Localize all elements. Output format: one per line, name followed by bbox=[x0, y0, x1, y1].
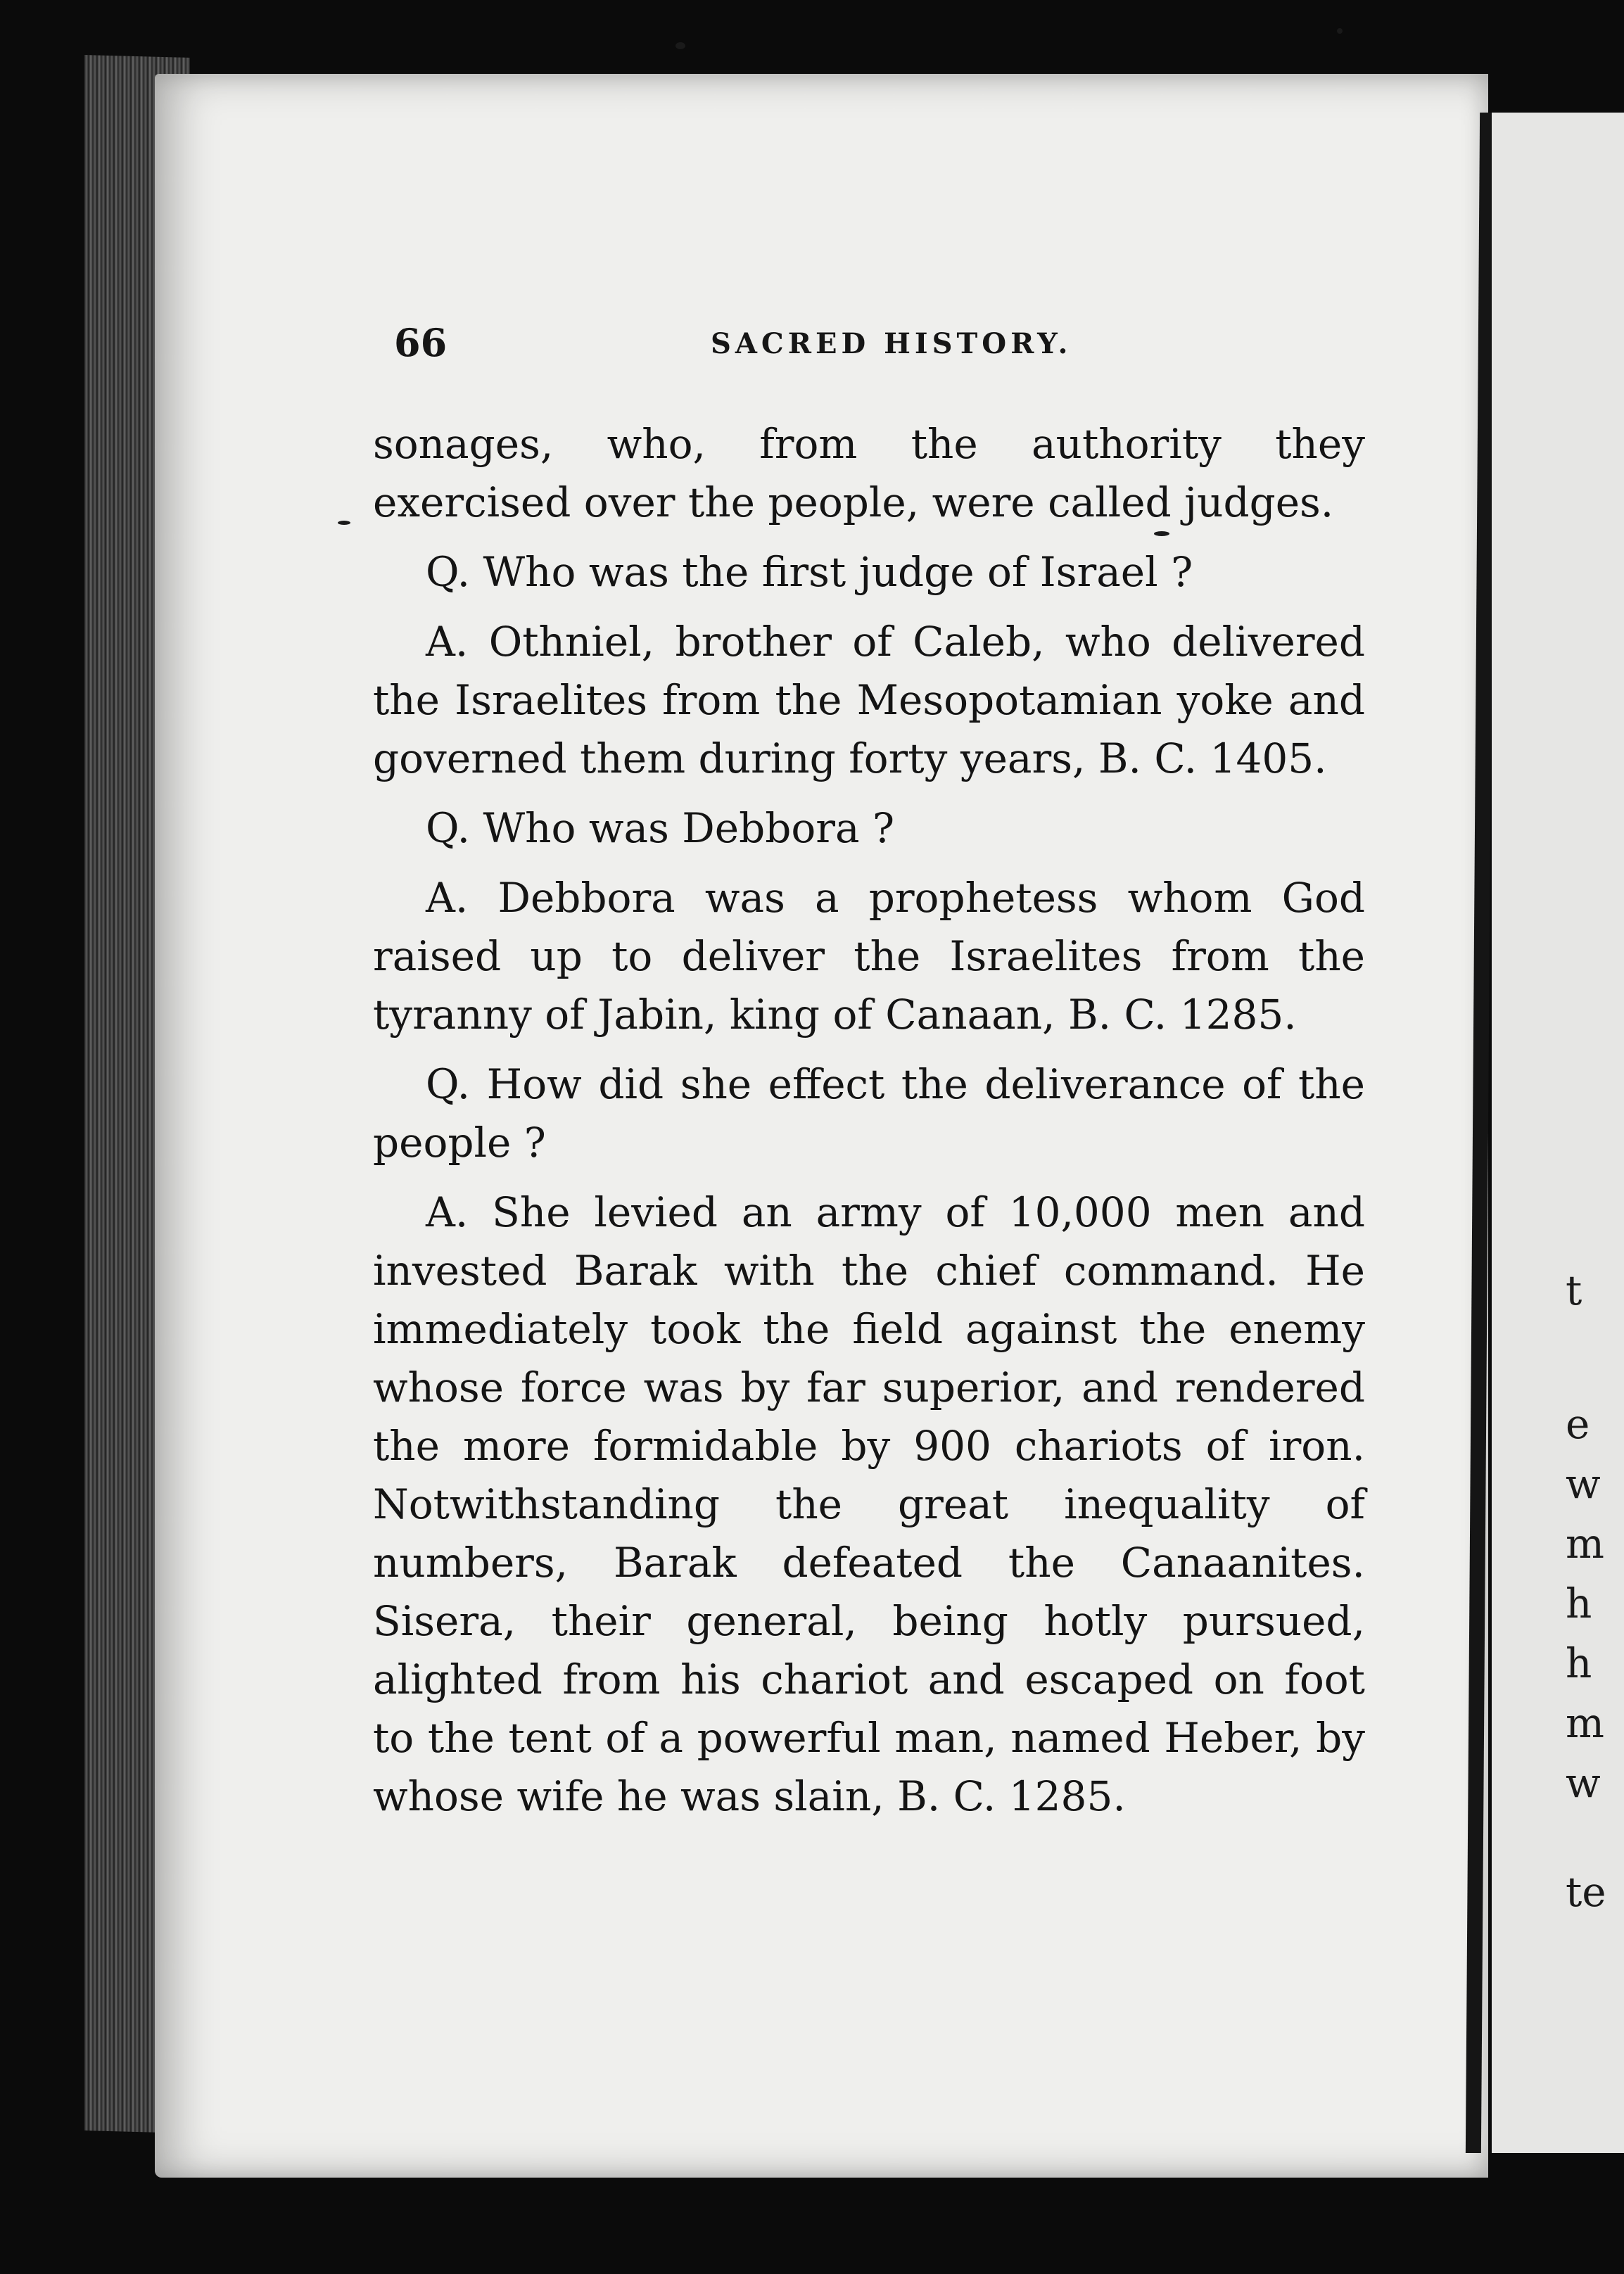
facing-letter: m bbox=[1566, 1520, 1604, 1568]
page-header bbox=[394, 320, 1449, 369]
paragraph-continuation: sonages, who, from the authority they exercised over the people, were called judges. bbox=[373, 420, 1365, 526]
facing-letter: te bbox=[1566, 1868, 1606, 1916]
page-body-text bbox=[373, 415, 1365, 1837]
scan-speck bbox=[675, 42, 685, 49]
scan-speck bbox=[1337, 28, 1343, 34]
facing-letter: w bbox=[1566, 1460, 1601, 1508]
answer-paragraph: A. Debbora was a prophetess whom God raised up to deliver the Israelites from the tyranny of Jabin, king of Canaan, B. C. 1285. bbox=[373, 874, 1365, 1038]
answer-paragraph: A. She levied an army of 10,000 men and invested Barak with the chief command. He immediately took the field against the enemy whose force was by far superior, and rendered the more formidable by 900 chariots of iron. Notwithstanding the great inequality of numbers, Barak defeated the Canaanites. Sisera, their general, being hotly pursued, alighted from his chariot and escaped on foot to the tent of a powerful man, named Heber, by whose wife he was slain, B. C. 1285. bbox=[373, 1188, 1365, 1820]
question-paragraph: Q. Who was the first judge of Israel ? bbox=[426, 548, 1193, 596]
facing-page-cropped-text bbox=[1566, 0, 1624, 2274]
facing-letter: h bbox=[1566, 1639, 1592, 1687]
scan-speck bbox=[338, 521, 350, 525]
question-paragraph: Q. Who was Debbora ? bbox=[426, 804, 895, 852]
facing-letter: t bbox=[1566, 1266, 1582, 1314]
facing-letter: h bbox=[1566, 1580, 1592, 1627]
question-paragraph: Q. How did she effect the deliverance of the people ? bbox=[373, 1060, 1365, 1167]
scan-speck bbox=[1154, 531, 1169, 536]
answer-paragraph: A. Othniel, brother of Caleb, who delivered the Israelites from the Mesopotamian yoke and governed them during forty years, B. C. 1405. bbox=[373, 618, 1365, 782]
facing-letter: m bbox=[1566, 1699, 1604, 1747]
running-title: SACRED HISTORY. bbox=[711, 327, 1072, 360]
facing-letter: w bbox=[1566, 1759, 1601, 1807]
page-number: 66 bbox=[394, 320, 448, 365]
facing-letter: e bbox=[1566, 1400, 1590, 1448]
